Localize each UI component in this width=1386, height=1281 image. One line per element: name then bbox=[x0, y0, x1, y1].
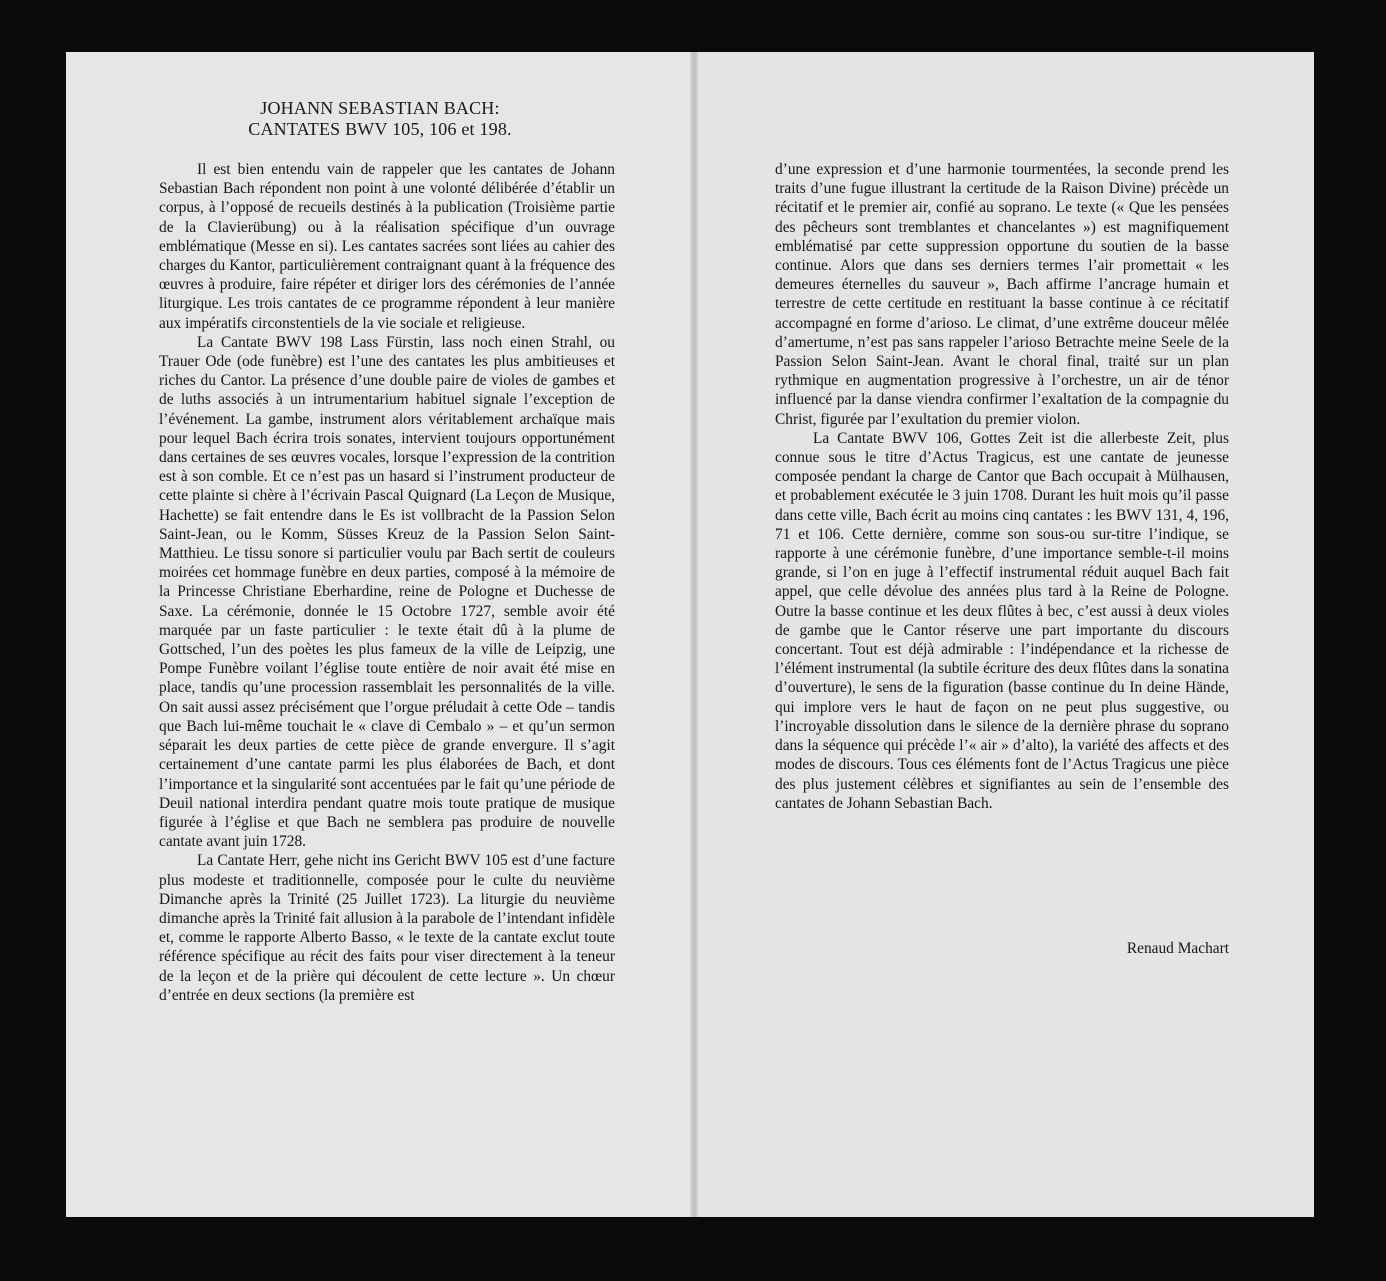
booklet-spine bbox=[690, 52, 698, 1217]
document-title bbox=[66, 98, 694, 140]
paragraph-bwv-198: La Cantate BWV 198 Lass Fürstin, lass noch einen Strahl, ou Trauer Ode (ode funèbre) est l’une des cantates les plus ambitieuses et riches du Cantor. La présence d’une double paire de violes de gambes et de luths associés à un intrumentarium habituel signale l’exception de l’événement. La gambe, instrument alors véritablement archaïque mais pour lequel Bach écrira trois sonates, intervient toujours opportunément dans certaines de ses œuvres vocales, lorsque l’expression de la contrition est à son comble. Et ce n’est pas un hasard si l’instrument producteur de cette plainte si chère à l’écrivain Pascal Quignard (La Leçon de Musique, Hachette) se fait entendre dans le Es ist vollbracht de la Passion Selon Saint-Jean, ou le Komm, Süsses Kreuz de la Passion Selon Saint-Matthieu. Le tissu sonore si particulier voulu par Bach sertit de couleurs moirées cet hommage funèbre en deux parties, composé à la mémoire de la Princesse Christiane Eberhardine, reine de Pologne et Duchesse de Saxe. La cérémonie, donnée le 15 Octobre 1727, semble avoir été marquée par un faste particulier : le texte était dû à la plume de Gottsched, l’un des poètes les plus fameux de la ville de Leipzig, une Pompe Funèbre voilant l’église toute entière de noir avait été mise en place, tandis qu’une procession rassemblait les personnalités de la ville. On sait aussi assez précisément que l’orgue préludait à cette Ode – tandis que Bach lui-même touchait le « clave di Cembalo » – et qu’un sermon séparait les deux parties de cette pièce de grande envergure. Il s’agit certainement d’une cantate parmi les plus élaborées de Bach, et dont l’importance et la singularité sont accentuées par le fait qu’une période de Deuil national interdira pendant quatre mois toute pratique de musique figurée à l’église et que Bach ne semblera pas produire de nouvelle cantate avant juin 1728. bbox=[159, 333, 615, 851]
right-text-column bbox=[775, 160, 1229, 813]
paragraph-bwv-106: La Cantate BWV 106, Gottes Zeit ist die allerbeste Zeit, plus connue sous le titre d’Actus Tragicus, est une cantate de jeunesse composée pendant la charge de Cantor que Bach occupait à Mülhausen, et probablement exécutée le 3 juin 1708. Durant les huit mois qu’il passe dans cette ville, Bach écrit au moins cinq cantates : les BWV 131, 4, 196, 71 et 106. Cette dernière, comme son sous-ou sur-titre l’indique, se rapporte à une cérémonie funèbre, d’une importance semble-t-il moins grande, si l’on en juge à l’effectif instrumental réduit auquel Bach fait appel, que celle dévolue des années plus tard à la Reine de Pologne. Outre la basse continue et les deux flûtes à bec, c’est aussi à deux violes de gambe que le Cantor réserve une part importante du discours concertant. Tout est déjà admirable : l’indépendance et la richesse de l’élément instrumental (la subtile écriture des deux flûtes dans la sonatina d’ouverture), le sens de la figuration (basse continue du In deine Hände, qui implore vers le haut de façon on ne peut plus suggestive, ou l’incroyable dissolution dans le silence de la dernière phrase du soprano dans la séquence qui précède l’« air » d’alto), la variété des affects et des modes de discours. Tous ces éléments font de l’Actus Tragicus une pièce des plus justement célèbres et signifiantes au sein de l’ensemble des cantates de Johann Sebastian Bach. bbox=[775, 429, 1229, 812]
left-text-column bbox=[159, 160, 615, 1005]
title-line-2: CANTATES BWV 105, 106 et 198. bbox=[248, 119, 512, 139]
paragraph-bwv-105-continued: d’une expression et d’une harmonie tourmentées, la seconde prend les traits d’une fugue illustrant la certitude de la Raison Divine) précède un récitatif et le premier air, confié au soprano. Le texte (« Que les pensées des pêcheurs sont tremblantes et chancelantes ») est magnifiquement emblématisé par cette suppression opportune du soutien de la basse continue. Alors que dans ses derniers termes l’air promettait « les demeures éternelles du sauveur », Bach affirme l’ancrage humain et terrestre de cette certitude en restituant la basse continue à ce récitatif accompagné en forme d’arioso. Le climat, d’une extrême douceur mêlée d’amertume, n’est pas sans rappeler l’arioso Betrachte meine Seele de la Passion Selon Saint-Jean. Avant le choral final, traité sur un plan rythmique en augmentation progressive à l’orchestre, un air de ténor influencé par la danse viendra confirmer l’exaltation de la compagnie du Christ, figurée par l’exultation du premier violon. bbox=[775, 161, 1229, 428]
paragraph-bwv-105: La Cantate Herr, gehe nicht ins Gericht BWV 105 est d’une facture plus modeste et traditionnelle, composée pour le culte du neuvième Dimanche après la Trinité (25 Juillet 1723). La liturgie du neuvième dimanche après la Trinité fait allusion à la parabole de l’intendant infidèle et, comme le rapporte Alberto Basso, « le texte de la cantate exclut toute référence spécifique au récit des faits pour viser directement à la teneur de la leçon et de la prière qui découlent de cette lecture ». Un chœur d’entrée en deux sections (la première est bbox=[159, 852, 615, 1004]
title-line-1: JOHANN SEBASTIAN BACH: bbox=[260, 98, 500, 118]
author-signature: Renaud Machart bbox=[1126, 940, 1229, 957]
paragraph-intro: Il est bien entendu vain de rappeler que les cantates de Johann Sebastian Bach répondent non point à une volonté délibérée d’établir un corpus, à l’opposé de recueils destinés à la publication (Troisième partie de la Clavierübung) ou à la réalisation spécifique d’un ouvrage emblématique (Messe en si). Les cantates sacrées sont liées au cahier des charges du Kantor, particulièrement contraignant quant à la fréquence des œuvres à produire, faire répéter et diriger lors des cérémonies de l’année liturgique. Les trois cantates de ce programme répondent à leur manière aux impératifs circonstentiels de la vie sociale et religieuse. bbox=[159, 161, 615, 332]
